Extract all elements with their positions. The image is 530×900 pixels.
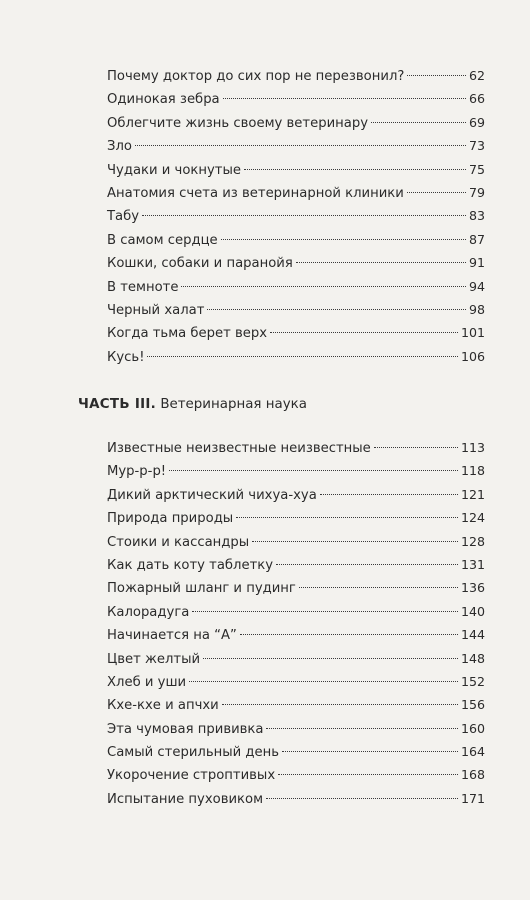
toc-entry-title: Дикий арктический чихуа-хуа	[107, 487, 317, 503]
toc-entry-title: Укорочение строптивых	[107, 768, 276, 784]
toc-entry-title: Черный халат	[107, 302, 205, 318]
toc-entry-page: 79	[468, 184, 485, 200]
toc-entry	[107, 321, 485, 344]
toc-entry	[107, 228, 485, 251]
toc-entry	[107, 436, 485, 459]
toc-entry	[107, 623, 485, 646]
toc-entry-title: Калорадуга	[107, 604, 190, 620]
dot-leader	[207, 309, 466, 310]
toc-entry-title: Кошки, собаки и паранойя	[107, 256, 293, 272]
toc-entry-title: Мур-р-р!	[107, 464, 167, 480]
part-heading	[78, 397, 307, 412]
toc-entry-page: 113	[460, 440, 485, 455]
toc-entry-title: Кусь!	[107, 349, 145, 365]
dot-leader	[236, 517, 458, 518]
toc-entry-page: 69	[468, 114, 485, 130]
dot-leader	[407, 192, 466, 193]
toc-entry	[107, 763, 485, 786]
toc-entry	[107, 647, 485, 670]
toc-entry	[107, 275, 485, 298]
dot-leader	[203, 658, 458, 659]
toc-entry-page: 140	[460, 603, 485, 619]
toc-entry	[107, 251, 485, 274]
toc-entry	[107, 670, 485, 693]
toc-entry-title: Почему доктор до сих пор не перезвонил?	[107, 69, 405, 84]
toc-entry-title: Анатомия счета из ветеринарной клиники	[107, 185, 404, 201]
part-title: Ветеринарная наука	[160, 397, 307, 412]
dot-leader	[266, 798, 458, 799]
dot-leader	[276, 564, 458, 565]
toc-list-part-3	[107, 436, 485, 810]
toc-entry-title: В темноте	[107, 279, 179, 295]
toc-entry-page: 148	[460, 650, 485, 666]
toc-entry-page: 131	[460, 556, 485, 572]
toc-entry	[107, 576, 485, 599]
toc-entry-title: Природа природы	[107, 511, 234, 527]
dot-leader	[296, 262, 466, 263]
toc-entry-title: Чудаки и чокнутые	[107, 162, 241, 178]
toc-entry	[107, 530, 485, 553]
toc-entry	[107, 600, 485, 623]
dot-leader	[147, 356, 457, 357]
toc-entry-page: 164	[460, 744, 485, 760]
toc-entry-page: 101	[460, 325, 485, 341]
toc-entry	[107, 111, 485, 134]
toc-entry	[107, 64, 485, 87]
toc-entry	[107, 158, 485, 181]
toc-entry-page: 73	[468, 138, 485, 154]
toc-entry-title: Цвет желтый	[107, 651, 201, 667]
dot-leader	[142, 215, 466, 216]
dot-leader	[374, 447, 458, 448]
toc-entry-page: 152	[460, 673, 485, 689]
toc-entry-page: 136	[460, 580, 485, 596]
dot-leader	[240, 634, 458, 635]
toc-entry	[107, 553, 485, 576]
dot-leader	[169, 470, 458, 471]
dot-leader	[266, 728, 457, 729]
toc-entry	[107, 459, 485, 482]
dot-leader	[181, 286, 465, 287]
dot-leader	[221, 239, 466, 240]
dot-leader	[270, 332, 458, 333]
toc-entry-page: 91	[468, 255, 485, 271]
dot-leader	[407, 75, 466, 76]
toc-entry-title: Испытание пуховиком	[107, 791, 264, 807]
toc-entry-page: 118	[460, 463, 485, 479]
toc-entry-title: Кхе-кхе и апчхи	[107, 698, 219, 714]
toc-entry	[107, 787, 485, 810]
dot-leader	[371, 122, 466, 123]
toc-entry-page: 94	[468, 278, 485, 294]
toc-entry-title: Хлеб и уши	[107, 674, 187, 690]
toc-entry-title: Одинокая зебра	[107, 92, 220, 108]
toc-entry-title: Зло	[107, 139, 132, 155]
part-label: ЧАСТЬ III.	[78, 397, 157, 412]
dot-leader	[252, 541, 458, 542]
toc-entry-page: 66	[468, 91, 485, 107]
toc-entry	[107, 181, 485, 204]
toc-entry-page: 128	[460, 533, 485, 549]
dot-leader	[192, 611, 458, 612]
dot-leader	[244, 169, 466, 170]
toc-entry-title: Начинается на “А”	[107, 628, 237, 644]
dot-leader	[189, 681, 458, 682]
toc-entry-title: Табу	[107, 209, 140, 225]
toc-entry	[107, 693, 485, 716]
toc-entry	[107, 740, 485, 763]
toc-entry-page: 144	[460, 627, 485, 643]
toc-entry-title: Как дать коту таблетку	[107, 557, 274, 573]
toc-entry-title: Пожарный шланг и пудинг	[107, 581, 296, 597]
toc-entry-page: 160	[460, 720, 485, 736]
toc-entry	[107, 298, 485, 321]
toc-entry-title: Известные неизвестные неизвестные	[107, 441, 371, 456]
dot-leader	[299, 587, 458, 588]
toc-entry	[107, 506, 485, 529]
toc-entry	[107, 717, 485, 740]
toc-entry-title: Эта чумовая прививка	[107, 721, 264, 737]
toc-entry-page: 98	[468, 301, 485, 317]
toc-entry-page: 121	[460, 486, 485, 502]
toc-entry-page: 83	[468, 208, 485, 224]
toc-entry-page: 62	[468, 68, 485, 83]
dot-leader	[320, 494, 458, 495]
toc-entry-title: Облегчите жизнь своему ветеринару	[107, 115, 369, 131]
dot-leader	[135, 145, 466, 146]
toc-entry	[107, 204, 485, 227]
dot-leader	[282, 751, 458, 752]
toc-entry-page: 124	[460, 510, 485, 526]
toc-entry-page: 87	[468, 231, 485, 247]
toc-entry	[107, 483, 485, 506]
toc-entry-page: 171	[460, 790, 485, 806]
toc-entry	[107, 134, 485, 157]
toc-entry-title: В самом сердце	[107, 232, 218, 248]
toc-entry-title: Стоики и кассандры	[107, 534, 250, 550]
dot-leader	[222, 704, 458, 705]
toc-entry-title: Самый стерильный день	[107, 745, 280, 761]
toc-entry-page: 156	[460, 697, 485, 713]
toc-entry	[107, 87, 485, 110]
toc-list-part-2	[107, 64, 485, 368]
toc-entry-title: Когда тьма берет верх	[107, 326, 268, 342]
toc-entry	[107, 345, 485, 368]
dot-leader	[278, 774, 458, 775]
toc-entry-page: 106	[460, 348, 485, 364]
toc-entry-page: 75	[468, 161, 485, 177]
dot-leader	[223, 98, 466, 99]
toc-entry-page: 168	[460, 767, 485, 783]
